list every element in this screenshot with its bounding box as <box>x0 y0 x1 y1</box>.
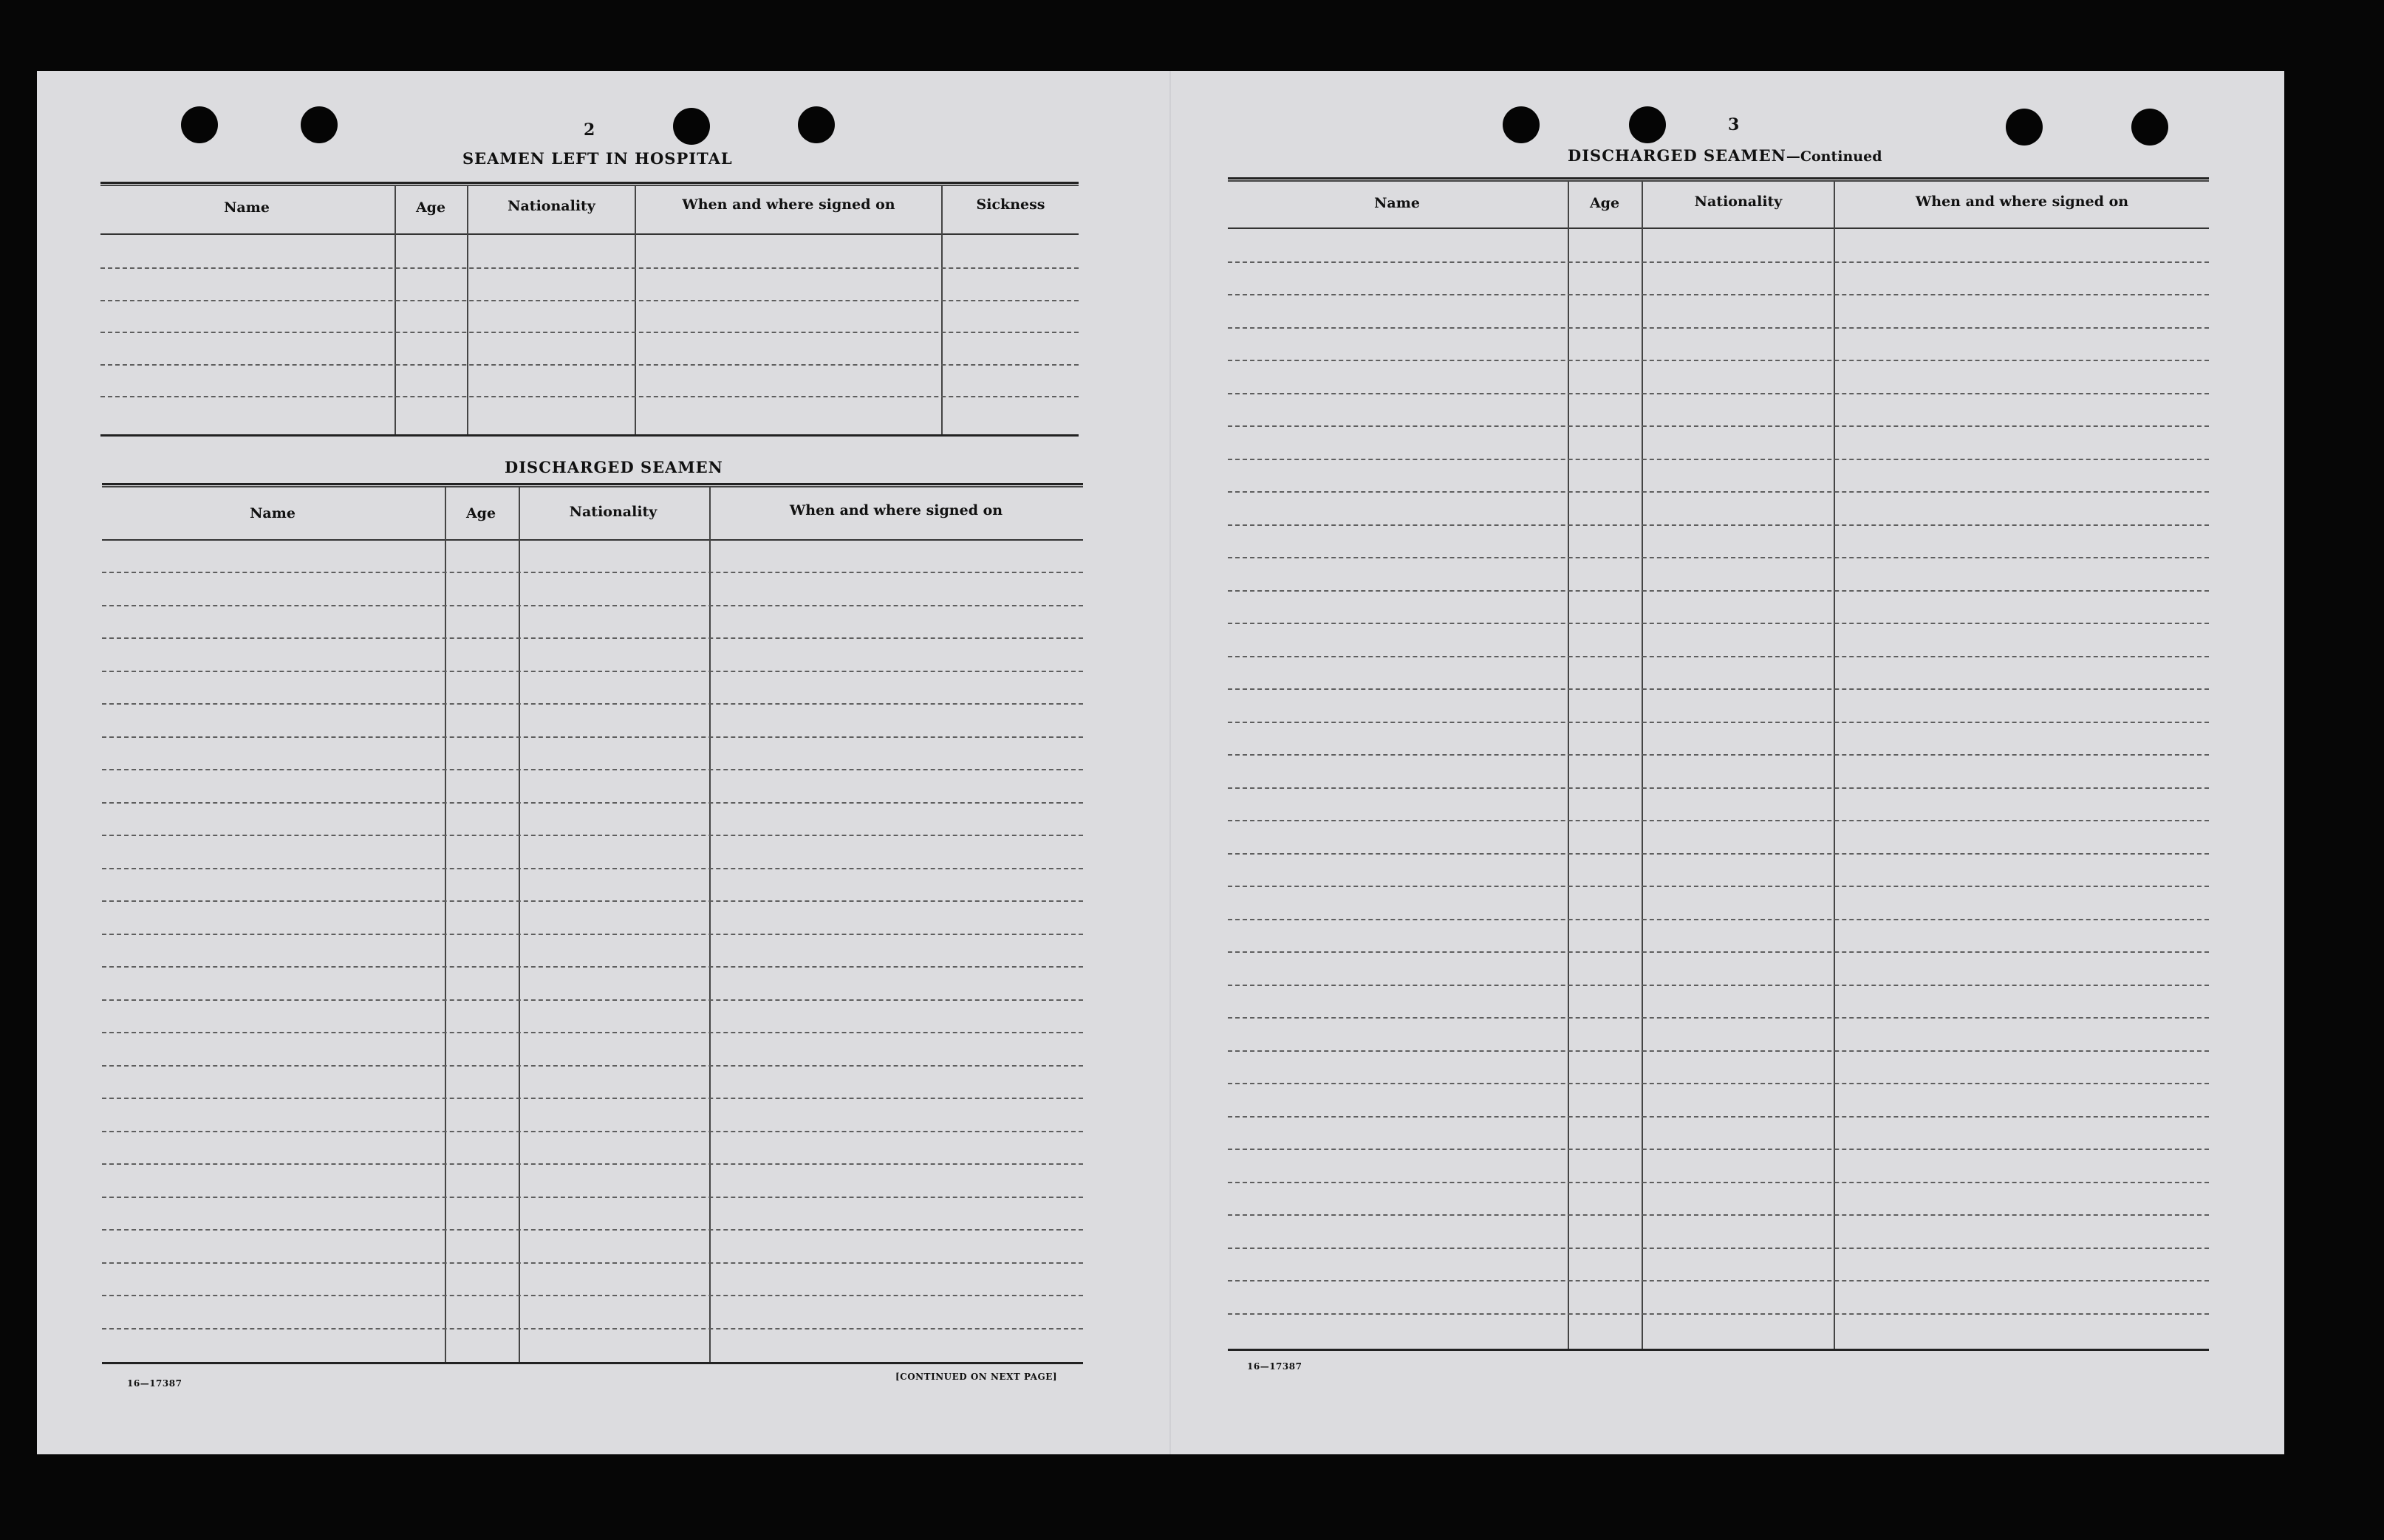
table-row <box>1228 1116 2209 1118</box>
page-number-left: 2 <box>584 120 595 140</box>
table-row <box>102 1197 1083 1198</box>
hospital-table <box>100 182 1079 440</box>
table-row <box>102 1262 1083 1264</box>
table-row <box>1228 985 2209 986</box>
table-row <box>102 999 1083 1001</box>
column-header-signed-on: When and where signed on <box>1915 194 2129 210</box>
table-row <box>100 396 1079 397</box>
table-row <box>102 637 1083 639</box>
column-header-signed-on: When and where signed on <box>682 196 895 213</box>
form-number-right: 16—17387 <box>1247 1361 1302 1372</box>
header-underline <box>102 539 1083 541</box>
table-row <box>102 802 1083 804</box>
column-header-nationality: Nationality <box>1694 194 1783 210</box>
punch-hole <box>181 106 218 143</box>
table-row <box>102 671 1083 672</box>
table-row <box>102 1065 1083 1067</box>
discharged-continued-table <box>1228 177 2209 1355</box>
table-row <box>1228 360 2209 361</box>
table-row <box>1228 919 2209 920</box>
table-top-rule <box>1228 177 2209 182</box>
table-row <box>1228 754 2209 756</box>
table-row <box>1228 1280 2209 1281</box>
column-header-sickness: Sickness <box>976 196 1045 213</box>
table-row <box>102 736 1083 738</box>
discharged-table <box>102 483 1083 1366</box>
table-row <box>1228 1083 2209 1084</box>
table-row <box>1228 1050 2209 1052</box>
punch-hole <box>673 108 710 145</box>
continued-note: [CONTINUED ON NEXT PAGE] <box>895 1372 1058 1382</box>
column-divider <box>709 487 711 1362</box>
table-row <box>1228 261 2209 263</box>
table-row <box>1228 524 2209 526</box>
table-row <box>1228 491 2209 493</box>
column-header-age: Age <box>1589 195 1620 211</box>
table-row <box>100 332 1079 333</box>
punch-hole <box>1629 106 1666 143</box>
table-row <box>1228 656 2209 657</box>
table-row <box>1228 1248 2209 1249</box>
table-row <box>102 605 1083 606</box>
column-divider <box>445 487 446 1362</box>
table-row <box>1228 294 2209 295</box>
table-row <box>1228 557 2209 558</box>
table-row <box>1228 1214 2209 1216</box>
table-row <box>102 572 1083 573</box>
table-row <box>1228 1017 2209 1019</box>
table-row <box>102 1163 1083 1165</box>
table-row <box>102 868 1083 869</box>
discharged-continued-title-suffix: —Continued <box>1786 148 1882 165</box>
punch-hole <box>1503 106 1540 143</box>
table-row <box>102 769 1083 770</box>
table-row <box>1228 459 2209 460</box>
table-row <box>1228 1149 2209 1150</box>
table-row <box>100 267 1079 269</box>
table-row <box>1228 886 2209 887</box>
form-number-left: 16—17387 <box>127 1378 182 1389</box>
table-row <box>102 900 1083 902</box>
column-header-name: Name <box>1374 195 1420 211</box>
punch-hole <box>2131 109 2168 146</box>
table-row <box>102 1295 1083 1296</box>
hospital-section-title: SEAMEN LEFT IN HOSPITAL <box>462 149 733 168</box>
table-row <box>1228 951 2209 953</box>
column-header-age: Age <box>415 199 446 216</box>
table-row <box>102 1098 1083 1099</box>
table-row <box>102 835 1083 836</box>
table-row <box>1228 820 2209 821</box>
table-row <box>1228 688 2209 690</box>
column-divider <box>519 487 520 1362</box>
table-row <box>1228 787 2209 789</box>
table-row <box>1228 590 2209 592</box>
table-bottom-rule <box>1228 1349 2209 1352</box>
table-row <box>102 1032 1083 1033</box>
table-row <box>1228 393 2209 394</box>
column-header-nationality: Nationality <box>569 504 658 520</box>
table-top-rule <box>102 483 1083 487</box>
table-row <box>1228 1182 2209 1183</box>
table-row <box>1228 722 2209 723</box>
column-divider <box>1642 182 1643 1350</box>
column-divider <box>1834 182 1835 1350</box>
discharged-continued-title-main: DISCHARGED SEAMEN <box>1568 146 1786 165</box>
table-row <box>102 1328 1083 1329</box>
punch-hole <box>2006 109 2043 146</box>
table-row <box>102 1229 1083 1231</box>
table-row <box>1228 425 2209 427</box>
table-top-rule <box>100 182 1079 186</box>
discharged-section-title: DISCHARGED SEAMEN <box>505 458 723 476</box>
table-row <box>100 364 1079 366</box>
table-row <box>1228 327 2209 329</box>
table-row <box>1228 853 2209 855</box>
table-bottom-rule <box>100 434 1079 437</box>
discharged-continued-title <box>1568 146 1882 165</box>
table-row <box>1228 1313 2209 1315</box>
page-number-right: 3 <box>1728 115 1740 134</box>
table-row <box>1228 623 2209 624</box>
column-header-name: Name <box>224 199 270 216</box>
punch-hole <box>798 106 835 143</box>
table-row <box>102 1131 1083 1132</box>
table-row <box>102 703 1083 705</box>
header-underline <box>1228 227 2209 229</box>
table-row <box>102 934 1083 935</box>
page-fold <box>1169 71 1171 1454</box>
punch-hole <box>301 106 338 143</box>
column-header-name: Name <box>250 505 296 521</box>
column-divider <box>1568 182 1569 1350</box>
table-row <box>100 300 1079 301</box>
column-header-age: Age <box>465 505 496 521</box>
table-row <box>102 966 1083 968</box>
table-bottom-rule <box>102 1362 1083 1365</box>
column-header-nationality: Nationality <box>508 198 595 214</box>
header-underline <box>100 233 1079 235</box>
column-header-signed-on: When and where signed on <box>789 502 1003 519</box>
